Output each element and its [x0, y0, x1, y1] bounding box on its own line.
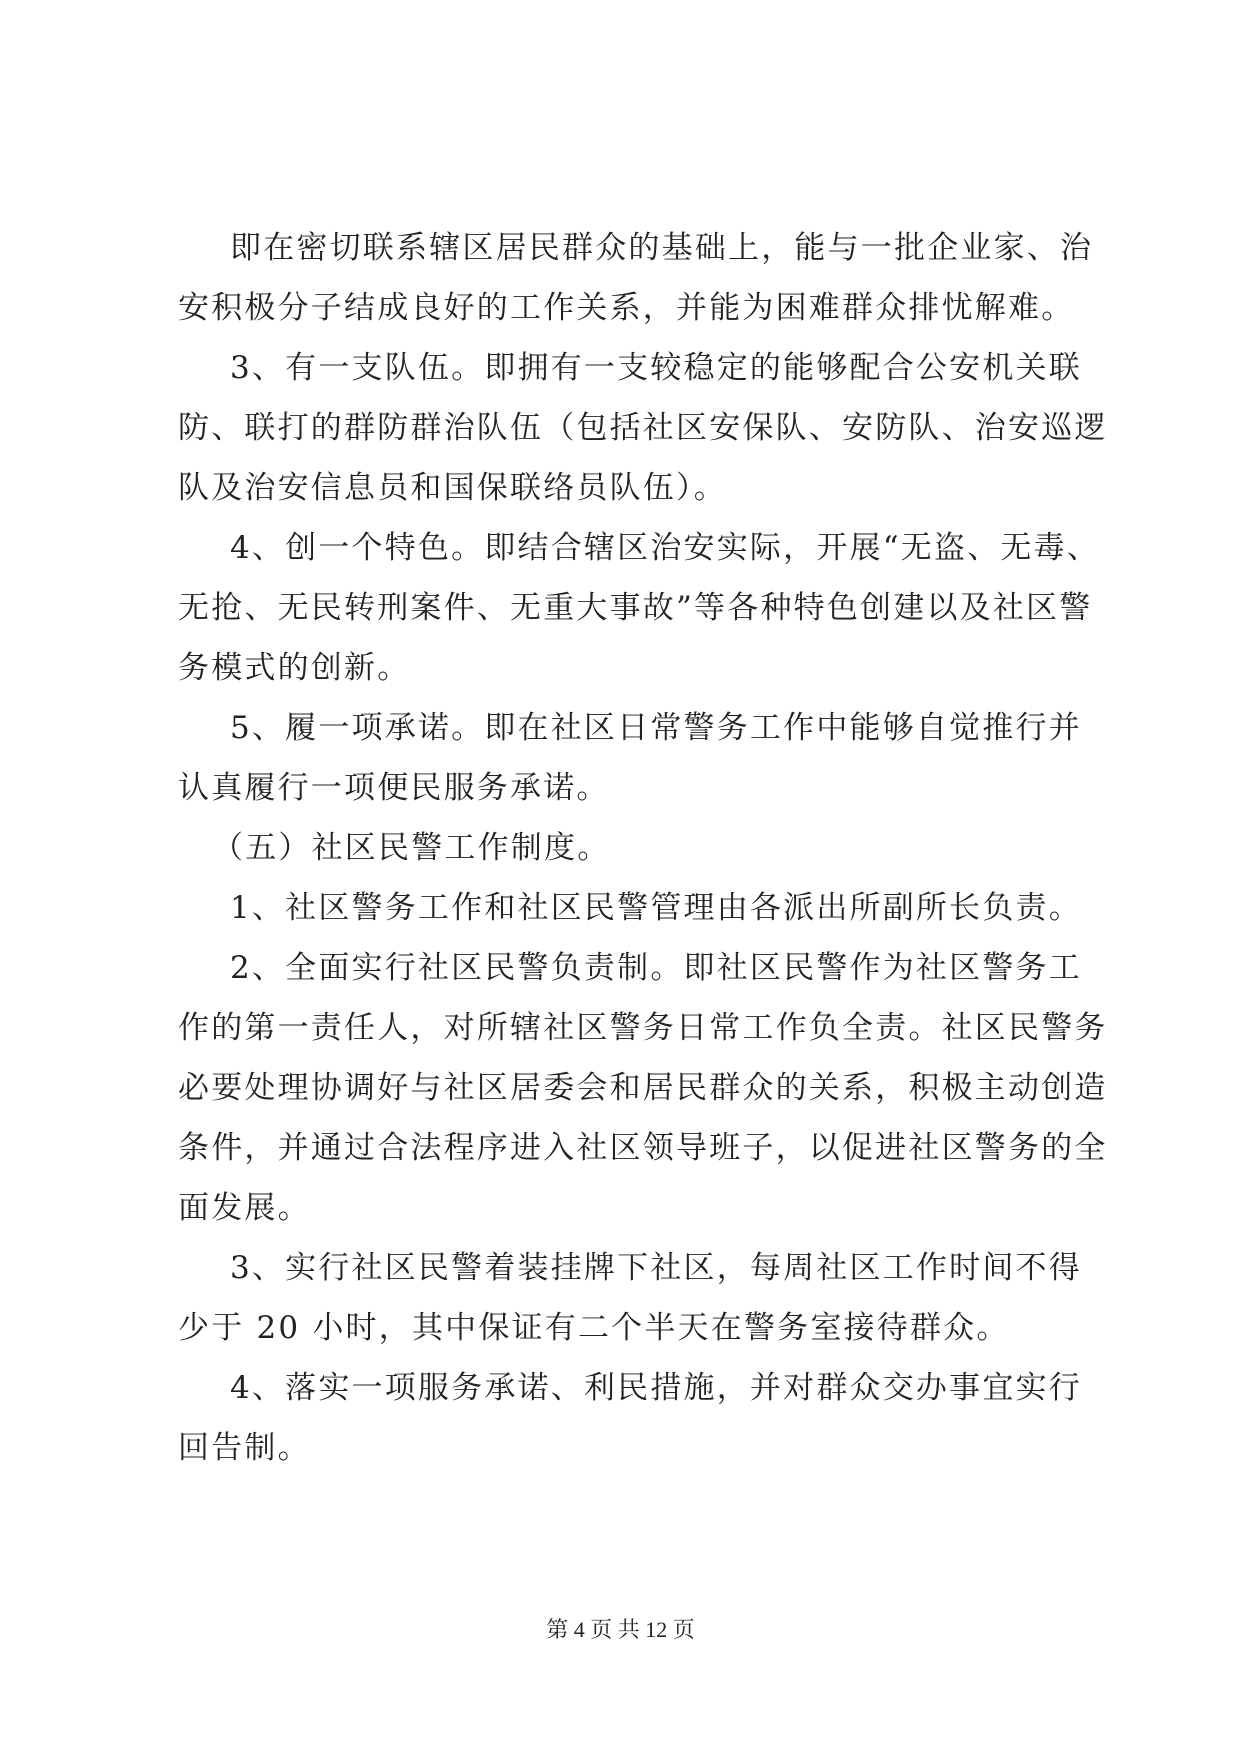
- text-line: 少于 20 小时，其中保证有二个半天在警务室接待群众。: [178, 1310, 1010, 1346]
- text-line: 回告制。: [178, 1430, 311, 1466]
- text-line: 认真履行一项便民服务承诺。: [178, 770, 610, 806]
- page-footer: 第 4 页 共 12 页: [546, 1617, 695, 1642]
- text-line: 即在密切联系辖区居民群众的基础上，能与一批企业家、治: [230, 230, 1094, 266]
- text-line: 条件，并通过合法程序进入社区领导班子，以促进社区警务的全: [178, 1130, 1108, 1166]
- text-line: 无抢、无民转刑案件、无重大事故”等各种特色创建以及社区警: [178, 590, 1093, 626]
- text-line: 安积极分子结成良好的工作关系，并能为困难群众排忧解难。: [178, 290, 1075, 326]
- text-line: 队及治安信息员和国保联络员队伍）。: [178, 470, 727, 506]
- body-text: [178, 218, 1108, 1478]
- text-line: 必要处理协调好与社区居委会和居民群众的关系，积极主动创造: [178, 1070, 1108, 1106]
- text-line: 3、实行社区民警着装挂牌下社区，每周社区工作时间不得: [230, 1250, 1082, 1286]
- text-line: 4、创一个特色。即结合辖区治安实际，开展“无盗、无毒、: [230, 530, 1100, 566]
- text-line: 务模式的创新。: [178, 650, 411, 686]
- text-line: 5、履一项承诺。即在社区日常警务工作中能够自觉推行并: [230, 710, 1082, 746]
- text-line: 4、落实一项服务承诺、利民措施，并对群众交办事宜实行: [230, 1370, 1082, 1406]
- text-line: 作的第一责任人，对所辖社区警务日常工作负全责。社区民警务: [178, 1010, 1108, 1046]
- text-line: 2、全面实行社区民警负责制。即社区民警作为社区警务工: [230, 950, 1082, 986]
- text-line: 1、社区警务工作和社区民警管理由各派出所副所长负责。: [230, 890, 1082, 926]
- text-line: 防、联打的群防群治队伍（包括社区安保队、安防队、治安巡逻: [178, 410, 1108, 446]
- section-heading: （五）社区民警工作制度。: [212, 830, 611, 866]
- text-line: 面发展。: [178, 1190, 311, 1226]
- text-line: 3、有一支队伍。即拥有一支较稳定的能够配合公安机关联: [230, 350, 1082, 386]
